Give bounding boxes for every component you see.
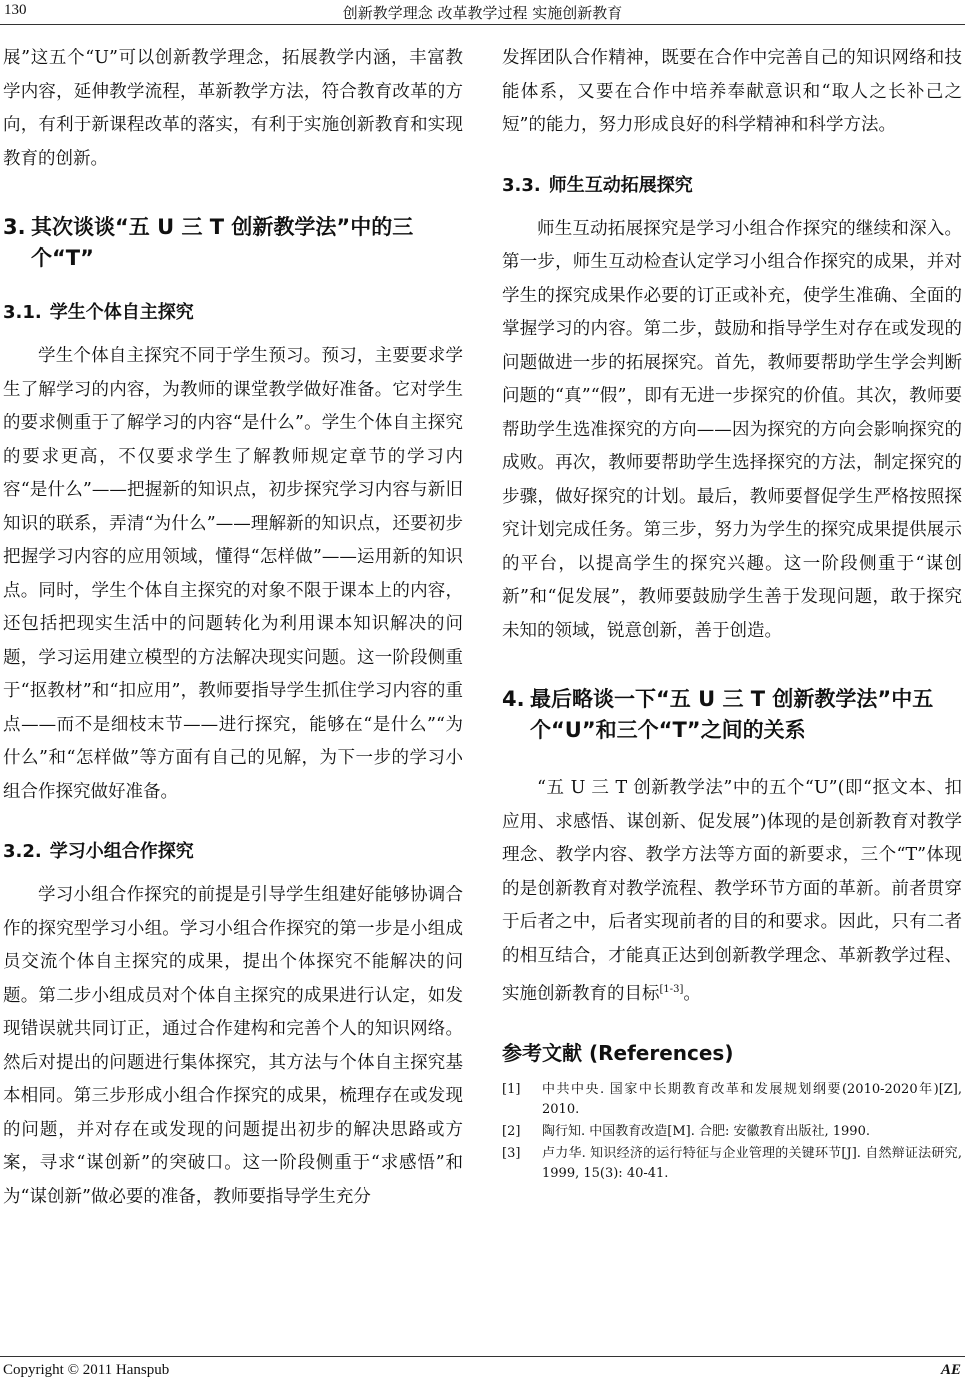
reference-number: [1]	[502, 1082, 521, 1098]
copyright-text: Copyright © 2011 Hanspub	[3, 1362, 170, 1378]
section-4-heading	[502, 684, 962, 746]
intro-paragraph: 展”这五个“U”可以创新教学理念，拓展教学内涵，丰富教学内容，延伸教学流程，革新教学方法，符合教育改革的方向，有利于新课程改革的落实，有利于实施创新教育和实现教育的创新。	[3, 48, 463, 169]
page-number: 130	[4, 2, 27, 18]
section-4-title: 最后略谈一下“五 U 三 T 创新教学法”中五个“U”和三个“T”之间的关系	[530, 687, 934, 742]
section-3-2-number: 3.2.	[3, 841, 42, 862]
references-heading: 参考文献 (References)	[502, 1041, 734, 1066]
section-4-end: 。	[683, 983, 701, 1004]
reference-text: 卢力华. 知识经济的运行特征与企业管理的关键环节[J]. 自然辩证法研究, 1999, 15(3): 40-41.	[542, 1146, 962, 1182]
citation: [1-3]	[659, 984, 684, 995]
reference-item	[502, 1144, 962, 1184]
section-3-1-number: 3.1.	[3, 302, 42, 323]
reference-item	[502, 1080, 962, 1120]
section-3-2-title: 学习小组合作探究	[49, 841, 194, 862]
section-3-title: 其次谈谈“五 U 三 T 创新教学法”中的三个“T”	[31, 215, 414, 270]
journal-abbrev: AE	[940, 1362, 961, 1378]
section-3-3-heading	[502, 173, 962, 199]
section-3-2-paragraph: 学习小组合作探究的前提是引导学生组建好能够协调合作的探究型学习小组。学习小组合作探究的第一步是小组成员交流个体自主探究的成果，提出个体探究不能解决的问题。第二步小组成员对个体自主探究的成果进行认定，如发现错误就共同订正，通过合作建构和完善个人的知识网络。然后对提出的问题进行集体探究，其方法与个体自主探究基本相同。第三步形成小组合作探究的成果，梳理存在或发现的问题，并对存在或发现的问题提出初步的解决思路或方案，寻求“谋创新”的突破口。这一阶段侧重于“求感悟”和为“谋创新”做必要的准备，教师要指导学生充分	[3, 885, 463, 1207]
section-3-heading	[3, 212, 463, 274]
running-title: 创新教学理念 改革教学过程 实施创新教育	[342, 4, 623, 22]
reference-number: [2]	[502, 1124, 521, 1140]
reference-text: 陶行知. 中国教育改造[M]. 合肥: 安徽教育出版社, 1990.	[542, 1124, 870, 1140]
section-3-1-paragraph: 学生个体自主探究不同于学生预习。预习，主要要求学生了解学习的内容，为教师的课堂教学做好准备。它对学生的要求侧重于了解学习的内容“是什么”。学生个体自主探究的要求更高，不仅要求学生了解教师规定章节的学习内容“是什么”——把握新的知识点，初步探究学习内容与新旧知识的联系，弄清“为什么”——理解新的知识点，还要初步把握学习内容的应用领域，懂得“怎样做”——运用新的知识点。同时，学生个体自主探究的对象不限于课本上的内容，还包括把现实生活中的问题转化为利用课本知识解决的问题，学习运用建立模型的方法解决现实问题。这一阶段侧重于“抠教材”和“扣应用”，教师要指导学生抓住学习内容的重点——而不是细枝末节——进行探究，能够在“是什么”“为什么”和“怎样做”等方面有自己的见解，为下一步的学习小组合作探究做好准备。	[3, 346, 463, 802]
section-4-text: “五 U 三 T 创新教学法”中的五个“U”(即“抠文本、扣应用、求感悟、谋创新、促发展”)体现的是创新教育对教学理念、教学内容、教学方法等方面的新要求，三个“T”体现的是创新教育对教学流程、教学环节方面的革新。前者贯穿于后者之中，后者实现前者的目的和要求。因此，只有二者的相互结合，才能真正达到创新教学理念、革新教学过程、实施创新教育的目标	[502, 778, 962, 1004]
footer-rule	[0, 1356, 965, 1357]
reference-number: [3]	[502, 1146, 521, 1162]
continued-paragraph: 发挥团队合作精神，既要在合作中完善自己的知识网络和技能体系，又要在合作中培养奉献意识和“取人之长补己之短”的能力，努力形成良好的科学精神和科学方法。	[502, 48, 962, 135]
section-4-paragraph	[502, 772, 962, 1011]
section-3-1-title: 学生个体自主探究	[49, 302, 194, 323]
section-3-number: 3.	[3, 215, 26, 239]
reference-text: 中共中央. 国家中长期教育改革和发展规划纲要(2010-2020年)[Z], 2010.	[542, 1082, 962, 1118]
right-column	[502, 42, 962, 1186]
section-3-3-title: 师生互动拓展探究	[548, 174, 693, 196]
reference-item	[502, 1122, 962, 1142]
left-column	[3, 42, 463, 1214]
section-3-3-number: 3.3.	[502, 174, 541, 196]
page-header	[0, 0, 965, 24]
section-3-2-heading	[3, 839, 463, 865]
section-4-number: 4.	[502, 687, 525, 711]
section-3-1-heading	[3, 300, 463, 326]
section-3-3-paragraph: 师生互动拓展探究是学习小组合作探究的继续和深入。第一步，师生互动检查认定学习小组合作探究的成果，并对学生的探究成果作必要的订正或补充，使学生准确、全面的掌握学习的内容。第二步，鼓励和指导学生对存在或发现的问题做进一步的拓展探究。首先，教师要帮助学生学会判断问题的“真”“假”，即有无进一步探究的价值。其次，教师要帮助学生选准探究的方向——因为探究的方向会影响探究的成败。再次，教师要帮助学生选择探究的方法，制定探究的步骤，做好探究的计划。最后，教师要督促学生严格按照探究计划完成任务。第三步，努力为学生的探究成果提供展示的平台，以提高学生的探究兴趣。这一阶段侧重于“谋创新”和“促发展”，教师要鼓励学生善于发现问题，敢于探究未知的领域，锐意创新，善于创造。	[502, 218, 962, 641]
header-rule	[0, 24, 965, 25]
